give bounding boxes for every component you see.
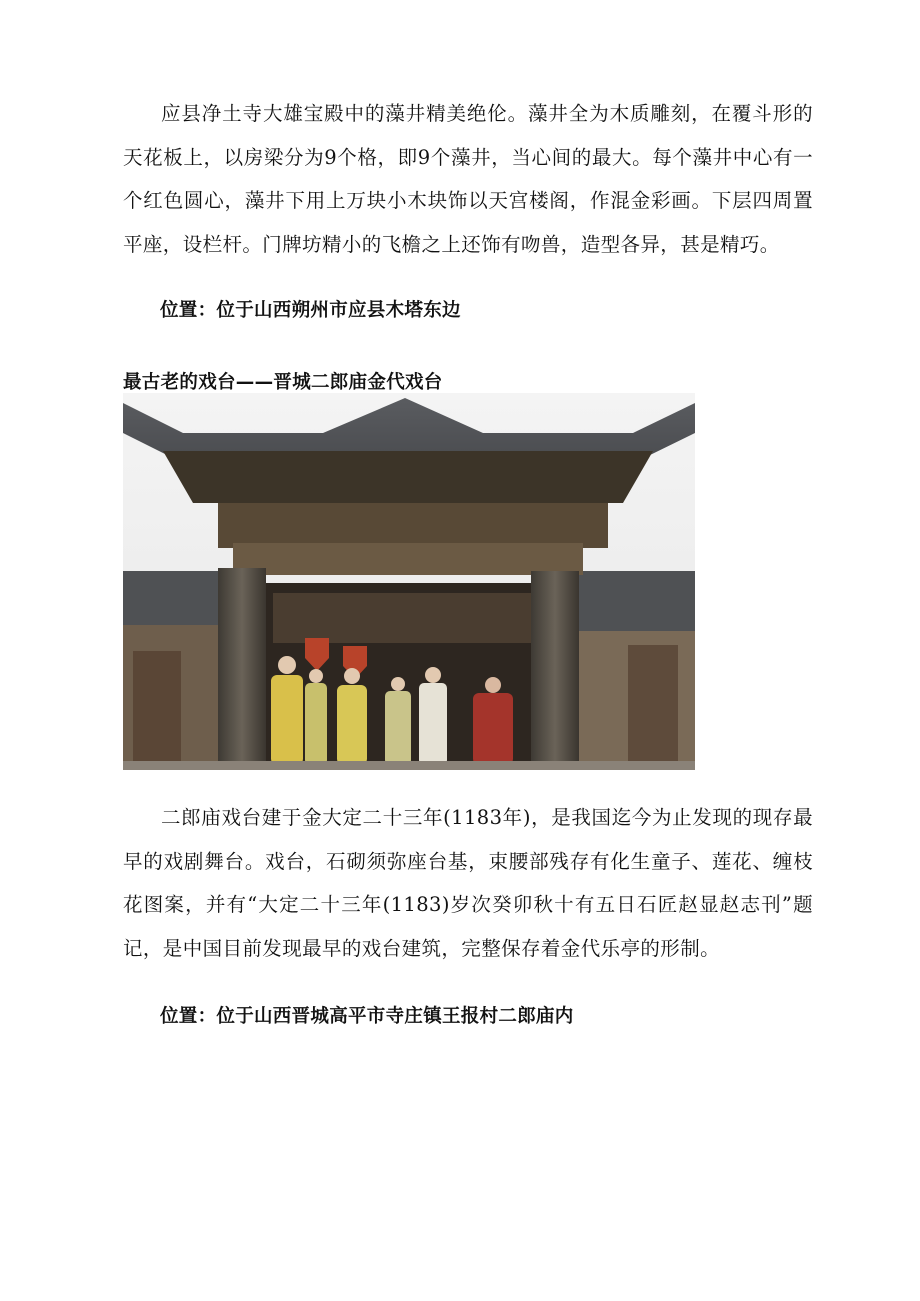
section-title: 最古老的戏台——晋城二郎庙金代戏台 bbox=[123, 372, 443, 393]
location-line-1: 位置：位于山西朔州市应县木塔东边 bbox=[160, 300, 461, 321]
location-line-2: 位置：位于山西晋城高平市寺庄镇王报村二郎庙内 bbox=[160, 1006, 574, 1027]
paragraph-jingtu-temple: 应县净土寺大雄宝殿中的藻井精美绝伦。藻井全为木质雕刻，在覆斗形的天花板上，以房梁分为9个格，即9个藻井，当心间的最大。每个藻井中心有一个红色圆心，藻井下用上万块小木块饰以天宫楼阁，作混金彩画。下层四周置平座，设栏杆。门牌坊精小的飞檐之上还饰有吻兽，造型各异，甚是精巧。 bbox=[123, 102, 813, 256]
paragraph-erlang-temple-stage: 二郎庙戏台建于金大定二十三年(1183年)，是我国迄今为止发现的现存最早的戏剧舞台。戏台，石砌须弥座台基，束腰部残存有化生童子、莲花、缠枝花图案，并有“大定二十三年(1183)岁次癸卯秋十有五日石匠赵显赵志刊”题记，是中国目前发现最早的戏台建筑，完整保存着金代乐亭的形制。 bbox=[123, 806, 813, 960]
stage-photo bbox=[123, 393, 695, 770]
